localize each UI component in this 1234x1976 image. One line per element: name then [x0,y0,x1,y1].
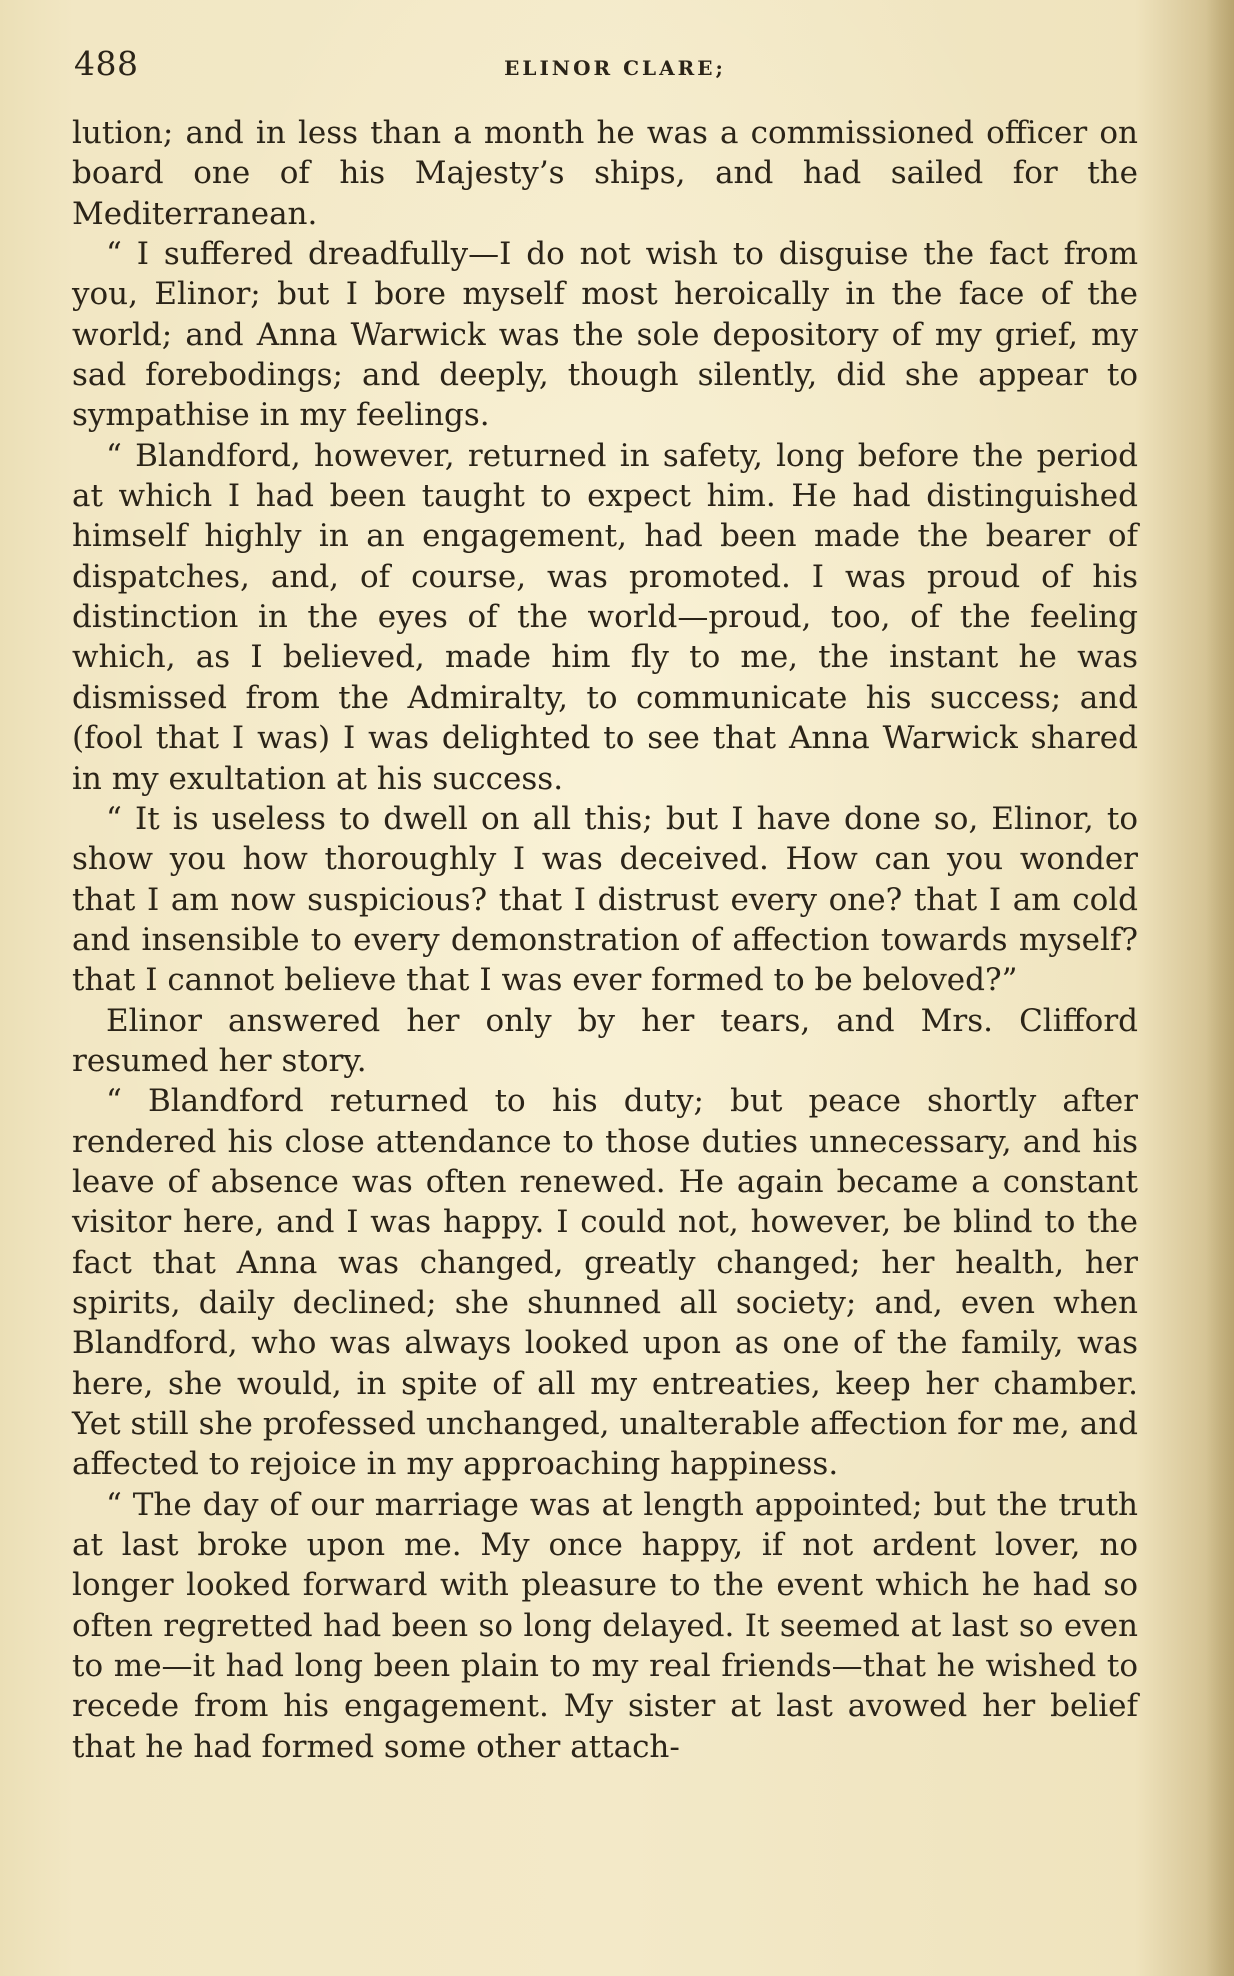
page-edge-shadow [1206,0,1234,1976]
body-text [72,113,1138,1873]
running-title: ELINOR CLARE; [504,56,726,80]
paragraph: Elinor answered her only by her tears, and Mrs. Clifford resumed her story. [72,1002,1138,1079]
page-header [72,44,1142,88]
paragraph: “ I suffered dreadfully—I do not wish to disguise the fact from you, Elinor; but I bore myself most heroically in the face of the world; and Anna Warwick was the sole depository of my grief, my sad forebodings; and deeply, though silently, did she appear to sympathise in my feelings. [72,236,1138,434]
paragraph: “ Blandford returned to his duty; but peace shortly after rendered his close attendance to those duties unnecessary, and his leave of absence was often renewed. He again became a constant visitor here, and I was happy. I could not, however, be blind to the fact that Anna was changed, greatly changed; her health, her spirits, daily declined; she shunned all society; and, even when Blandford, who was always looked upon as one of the family, was here, she would, in spite of all my entreaties, keep her chamber. Yet still she professed unchanged, unalterable affection for me, and affected to rejoice in my approaching happiness. [72,1083,1138,1483]
paragraph: lution; and in less than a month he was a commissioned officer on board one of his Majesty’s ships, and had sailed for the Mediterranean. [72,115,1138,232]
paragraph: “ It is useless to dwell on all this; but I have done so, Elinor, to show you how thoroughly I was deceived. How can you wonder that I am now suspicious? that I distrust every one? that I am cold and insensible to every demonstration of affection towards myself? that I cannot believe that I was ever formed to be beloved?” [72,800,1138,999]
paragraph: “ The day of our marriage was at length appointed; but the truth at last broke upon me. My once happy, if not ardent lover, no longer looked forward with pleasure to the event which he had so often regretted had been so long delayed. It seemed at last so even to me—it had long been plain to my real friends—that he wished to recede from his engagement. My sister at last avowed her belief that he had formed some other attach- [72,1486,1138,1765]
page-number: 488 [74,44,139,83]
paragraph: “ Blandford, however, returned in safety, long before the period at which I had been taught to expect him. He had distinguished himself highly in an engagement, had been made the bearer of dispatches, and, of course, was promoted. I was proud of his distinction in the eyes of the world—proud, too, of the feeling which, as I believed, made him fly to me, the instant he was dismissed from the Admiralty, to communicate his success; and (fool that I was) I was delighted to see that Anna Warwick shared in my exultation at his success. [72,437,1138,797]
